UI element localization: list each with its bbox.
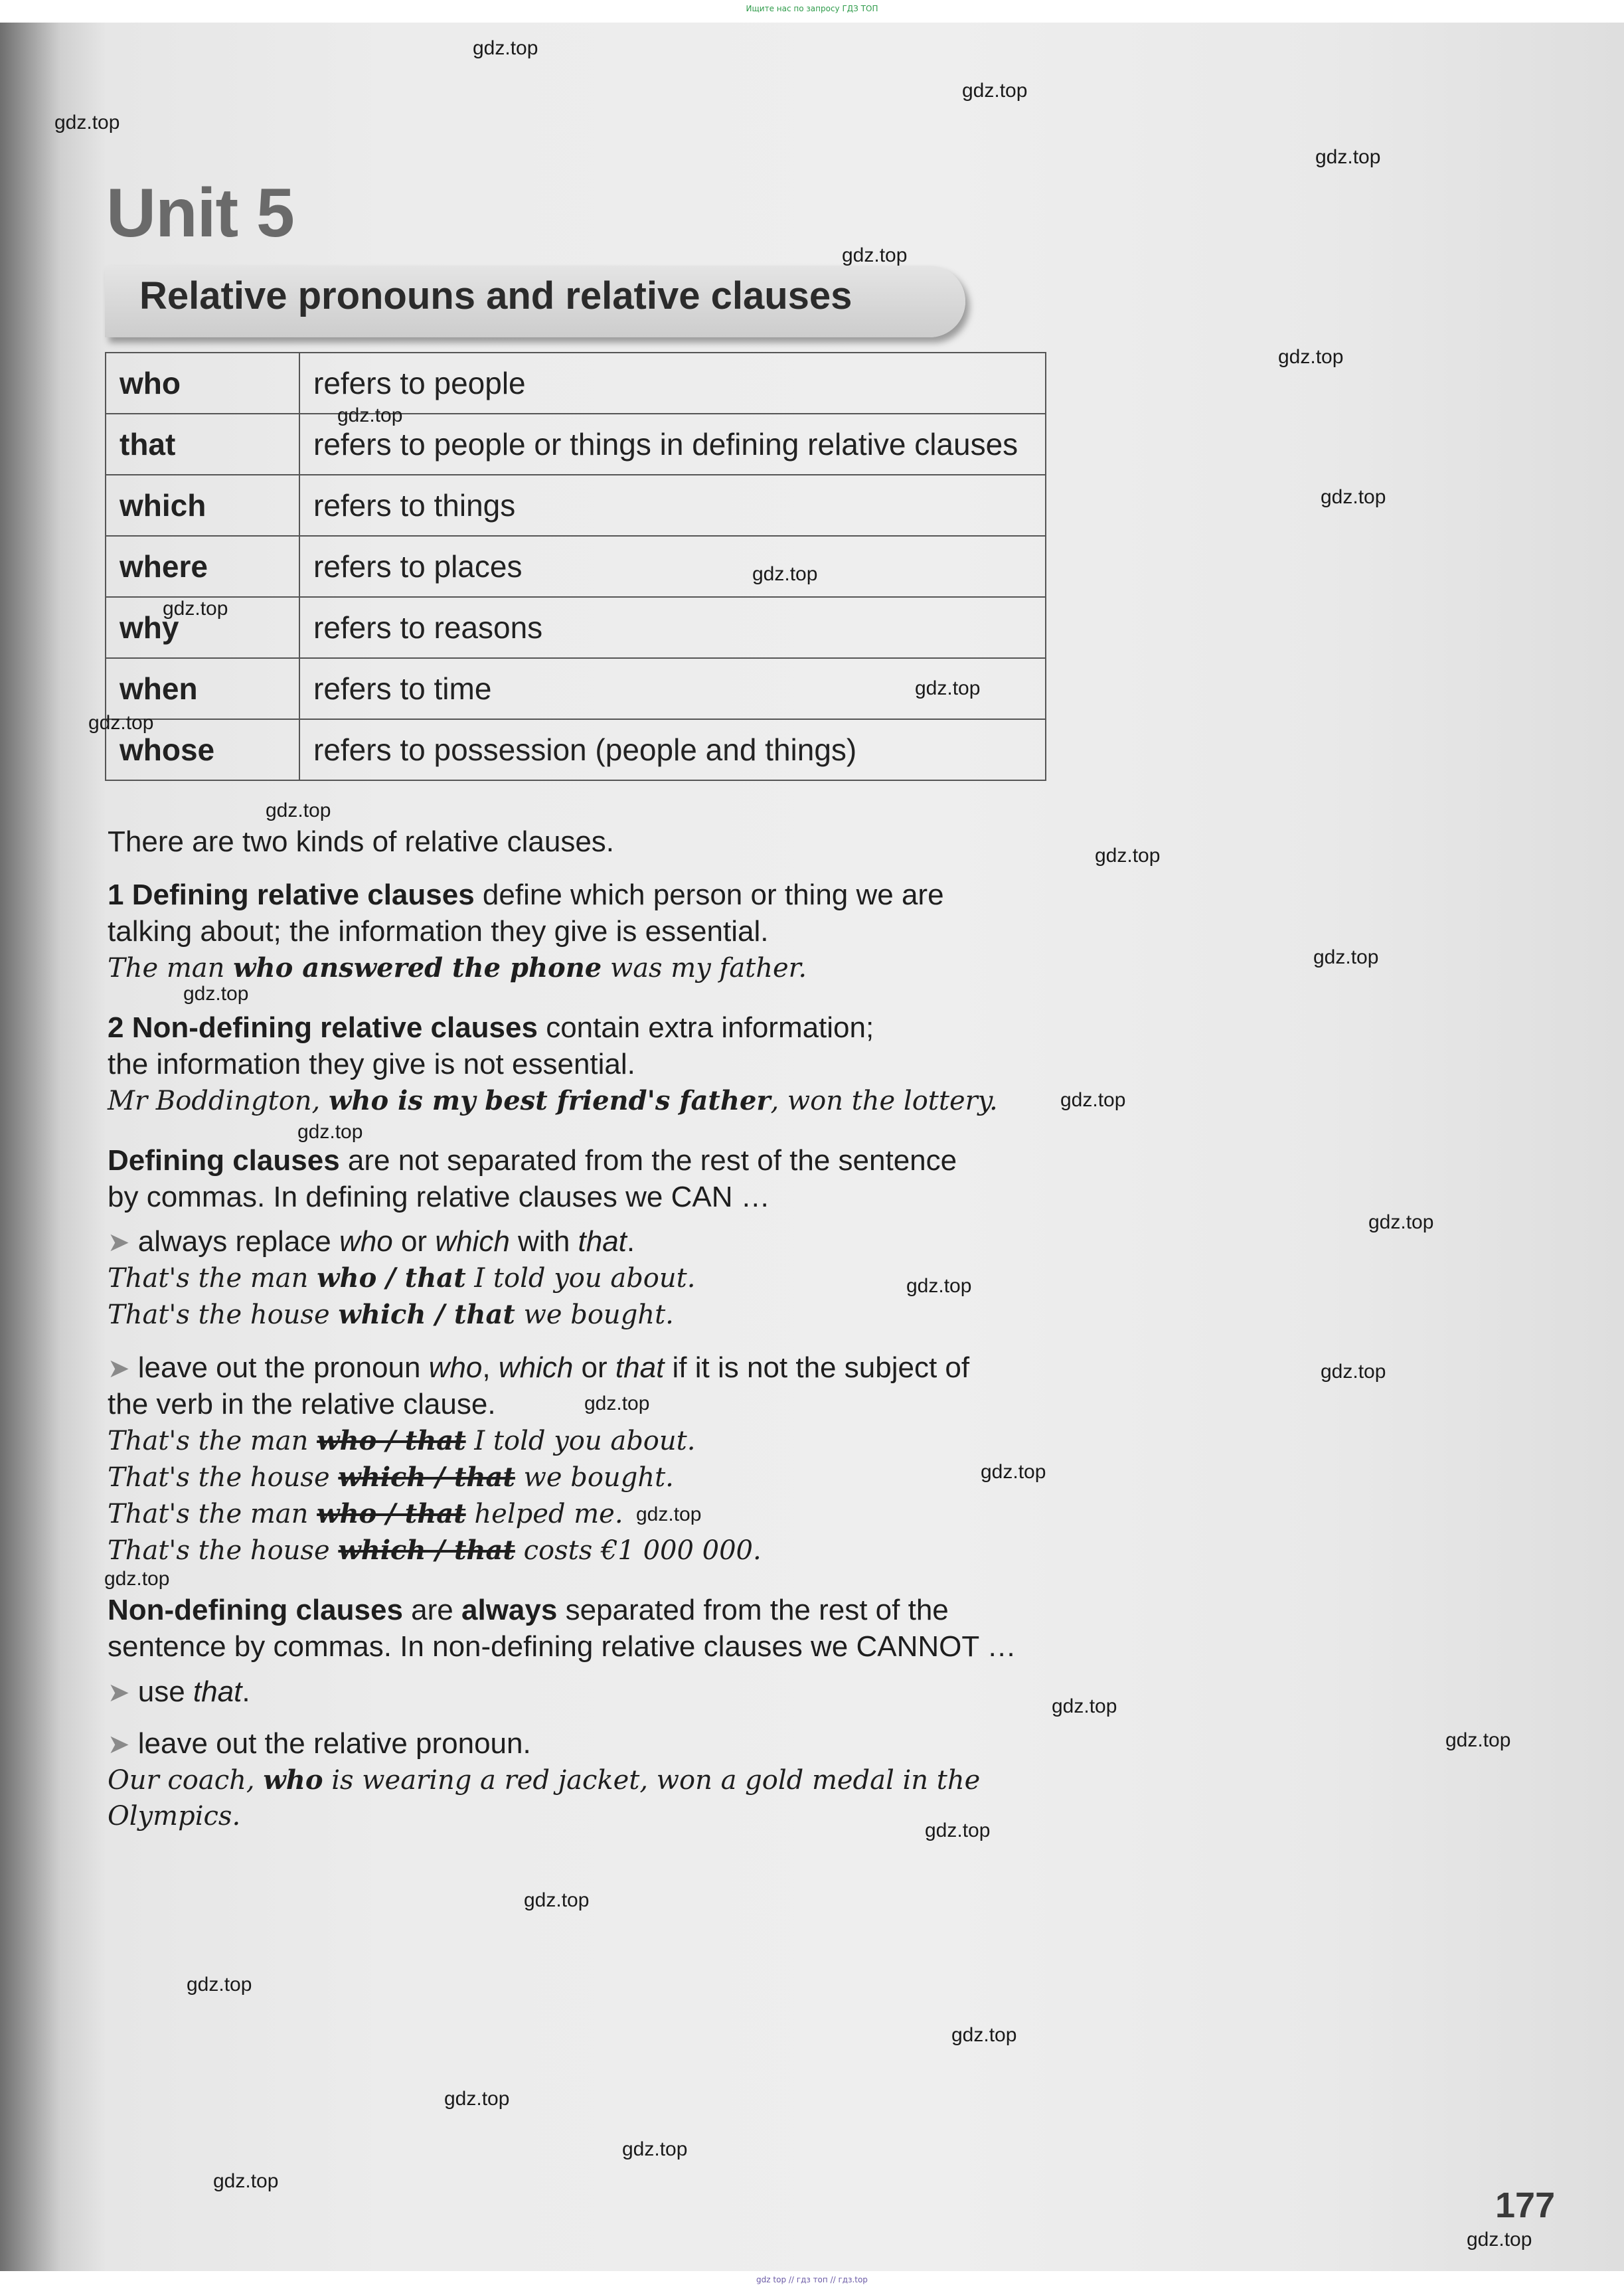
nondefining-label: 2 Non-defining relative clauses [108, 1011, 538, 1044]
example-4 [108, 1459, 674, 1496]
rule-text: leave out the relative pronoun. [137, 1727, 531, 1760]
watermark: gdz.top [1315, 146, 1381, 168]
rule-word: that [193, 1675, 242, 1708]
rules-text: are not separated from the rest of the sentence [339, 1144, 957, 1177]
example-text: Mr Boddington, [108, 1086, 329, 1116]
example-text: Our coach, [108, 1765, 264, 1796]
arrow-icon: ➤ [108, 1228, 130, 1257]
rule-text: leave out the pronoun [137, 1351, 429, 1384]
intro-text: There are two kinds of relative clauses. [108, 825, 615, 858]
rules-text: are [402, 1594, 461, 1626]
rule-text: with [509, 1225, 578, 1258]
watermark: gdz.top [951, 2024, 1017, 2046]
watermark: gdz.top [915, 677, 981, 699]
example-text: was my father. [602, 953, 807, 983]
example-bold: who is my best friend's father [329, 1085, 771, 1116]
example-text: costs €1 000 000. [515, 1535, 762, 1566]
rule-text: if it is not the subject of [664, 1351, 970, 1384]
arrow-icon: ➤ [108, 1678, 130, 1707]
watermark: gdz.top [88, 712, 154, 734]
watermark: gdz.top [473, 37, 538, 59]
rule-text: or [573, 1351, 615, 1384]
watermark: gdz.top [981, 1461, 1046, 1483]
watermark: gdz.top [636, 1503, 702, 1525]
example-text: The man [108, 953, 234, 983]
pronoun-meaning: refers to reasons [299, 597, 1046, 658]
rule-replace [108, 1223, 635, 1261]
defining-example [108, 950, 807, 987]
example-strike: who / that [317, 1425, 466, 1456]
rule-text: use [137, 1675, 193, 1708]
example-coach [108, 1762, 980, 1799]
defining-rules-line-2: by commas. In defining relative clauses we CAN … [108, 1181, 770, 1213]
table-row [106, 658, 1046, 719]
watermark: gdz.top [104, 1568, 170, 1590]
example-5 [108, 1495, 623, 1533]
rule-no-that [108, 1673, 250, 1711]
defining-line-1 [108, 877, 944, 913]
example-text: That's the house [108, 1462, 339, 1493]
defining-text: define which person or thing we are [474, 879, 944, 911]
example-bold: who / that [317, 1262, 466, 1294]
watermark: gdz.top [1321, 1361, 1386, 1383]
watermark: gdz.top [1278, 346, 1344, 368]
nondefining-line-1 [108, 1009, 874, 1046]
arrow-icon: ➤ [108, 1730, 130, 1759]
watermark: gdz.top [444, 2088, 510, 2110]
pronoun-meaning: refers to things [299, 475, 1046, 536]
watermark: gdz.top [842, 244, 908, 266]
defining-label: 1 Defining relative clauses [108, 879, 475, 911]
example-strike: which / that [338, 1535, 515, 1566]
example-coach-line-2: Olympics. [108, 1801, 241, 1831]
defining-line-2: talking about; the information they give is essential. [108, 915, 769, 948]
watermark: gdz.top [752, 563, 818, 585]
pronoun-word: when [106, 658, 299, 719]
table-row [106, 414, 1046, 475]
watermark: gdz.top [187, 1974, 252, 1996]
example-1 [108, 1260, 695, 1297]
example-2 [108, 1296, 674, 1333]
watermark: gdz.top [1467, 2229, 1532, 2251]
example-text: we bought. [515, 1300, 674, 1330]
watermark: gdz.top [584, 1393, 650, 1414]
pronoun-word: that [106, 414, 299, 475]
example-text: I told you about. [465, 1263, 696, 1294]
watermark: gdz.top [337, 404, 403, 426]
watermark: gdz.top [1095, 845, 1161, 867]
example-text: I told you about. [465, 1426, 696, 1456]
watermark: gdz.top [1060, 1089, 1126, 1111]
watermark: gdz.top [1313, 946, 1379, 968]
watermark: gdz.top [213, 2170, 279, 2192]
rule-word: which [498, 1351, 574, 1384]
example-text: That's the man [108, 1263, 317, 1294]
rule-text: always replace [137, 1225, 340, 1258]
rules-text: separated from the rest of the [557, 1594, 949, 1626]
watermark: gdz.top [524, 1889, 590, 1911]
nondefining-rules-line-1 [108, 1592, 949, 1628]
pronoun-word: why [106, 597, 299, 658]
unit-title: Unit 5 [106, 175, 294, 252]
watermark: gdz.top [1445, 1729, 1511, 1751]
watermark: gdz.top [906, 1275, 972, 1297]
example-text: That's the house [108, 1535, 339, 1566]
rule-text: . [242, 1675, 250, 1708]
rule-word: who [428, 1351, 483, 1384]
pronoun-table [105, 352, 1046, 781]
pronoun-meaning: refers to possession (people and things) [299, 719, 1046, 780]
nondefining-line-2: the information they give is not essential. [108, 1048, 635, 1080]
pronoun-meaning: refers to people or things in defining relative clauses [299, 414, 1046, 475]
pronoun-meaning: refers to time [299, 658, 1046, 719]
example-text: helped me. [465, 1499, 623, 1529]
pronoun-meaning: refers to places [299, 536, 1046, 597]
table-row [106, 536, 1046, 597]
watermark: gdz.top [962, 80, 1028, 102]
rule-word: who [339, 1225, 393, 1258]
pronoun-word: where [106, 536, 299, 597]
example-strike: which / that [338, 1462, 515, 1493]
table-row [106, 719, 1046, 780]
example-text: That's the house [108, 1300, 339, 1330]
rule-word: that [615, 1351, 665, 1384]
pronoun-word: whose [106, 719, 299, 780]
defining-rules-line-1 [108, 1142, 957, 1179]
watermark: gdz.top [1052, 1695, 1117, 1717]
pronoun-word: who [106, 353, 299, 414]
example-bold: who answered the phone [233, 952, 602, 983]
watermark: gdz.top [925, 1820, 991, 1841]
watermark: gdz.top [297, 1121, 363, 1143]
pronoun-word: which [106, 475, 299, 536]
nondefining-rules-line-2: sentence by commas. In non-defining relative clauses we CANNOT … [108, 1630, 1016, 1663]
watermark: gdz.top [622, 2138, 688, 2160]
defining-rules-label: Defining clauses [108, 1144, 340, 1177]
rule-word: which [435, 1225, 510, 1258]
example-text: , won the lottery. [770, 1086, 998, 1116]
rule-text: , [482, 1351, 499, 1384]
rule-no-leave-out [108, 1725, 531, 1763]
watermark: gdz.top [163, 598, 228, 620]
watermark: gdz.top [1321, 486, 1386, 508]
example-6 [108, 1532, 762, 1569]
rules-emphasis: always [461, 1594, 558, 1626]
nondefining-text: contain extra information; [537, 1011, 874, 1044]
rule-leave-out [108, 1349, 969, 1387]
page-number: 177 [1495, 2185, 1556, 2225]
rule-leave-out-line-2: the verb in the relative clause. [108, 1388, 496, 1420]
example-bold: who [263, 1764, 323, 1796]
rule-word: that [578, 1225, 627, 1258]
watermark: gdz.top [183, 983, 249, 1005]
example-3 [108, 1422, 695, 1460]
table-row [106, 353, 1046, 414]
example-text: That's the man [108, 1499, 317, 1529]
header-note: Ищите нас по запросу ГДЗ ТОП [746, 4, 878, 13]
footer-note: gdz top // гдз топ // гдз.top [756, 2275, 868, 2284]
watermark: gdz.top [266, 800, 331, 821]
example-bold: which / that [338, 1299, 515, 1330]
nondefining-example [108, 1082, 998, 1120]
section-title: Relative pronouns and relative clauses [139, 274, 853, 317]
rule-text: or [392, 1225, 436, 1258]
example-text: we bought. [515, 1462, 674, 1493]
arrow-icon: ➤ [108, 1354, 130, 1383]
example-strike: who / that [317, 1498, 466, 1529]
watermark: gdz.top [54, 112, 120, 133]
rule-text: . [626, 1225, 635, 1258]
table-row [106, 597, 1046, 658]
table-row [106, 475, 1046, 536]
watermark: gdz.top [1368, 1211, 1434, 1233]
nondefining-rules-label: Non-defining clauses [108, 1594, 403, 1626]
example-text: That's the man [108, 1426, 317, 1456]
pronoun-meaning: refers to people [299, 353, 1046, 414]
example-text: is wearing a red jacket, won a gold medal in the [323, 1765, 981, 1796]
